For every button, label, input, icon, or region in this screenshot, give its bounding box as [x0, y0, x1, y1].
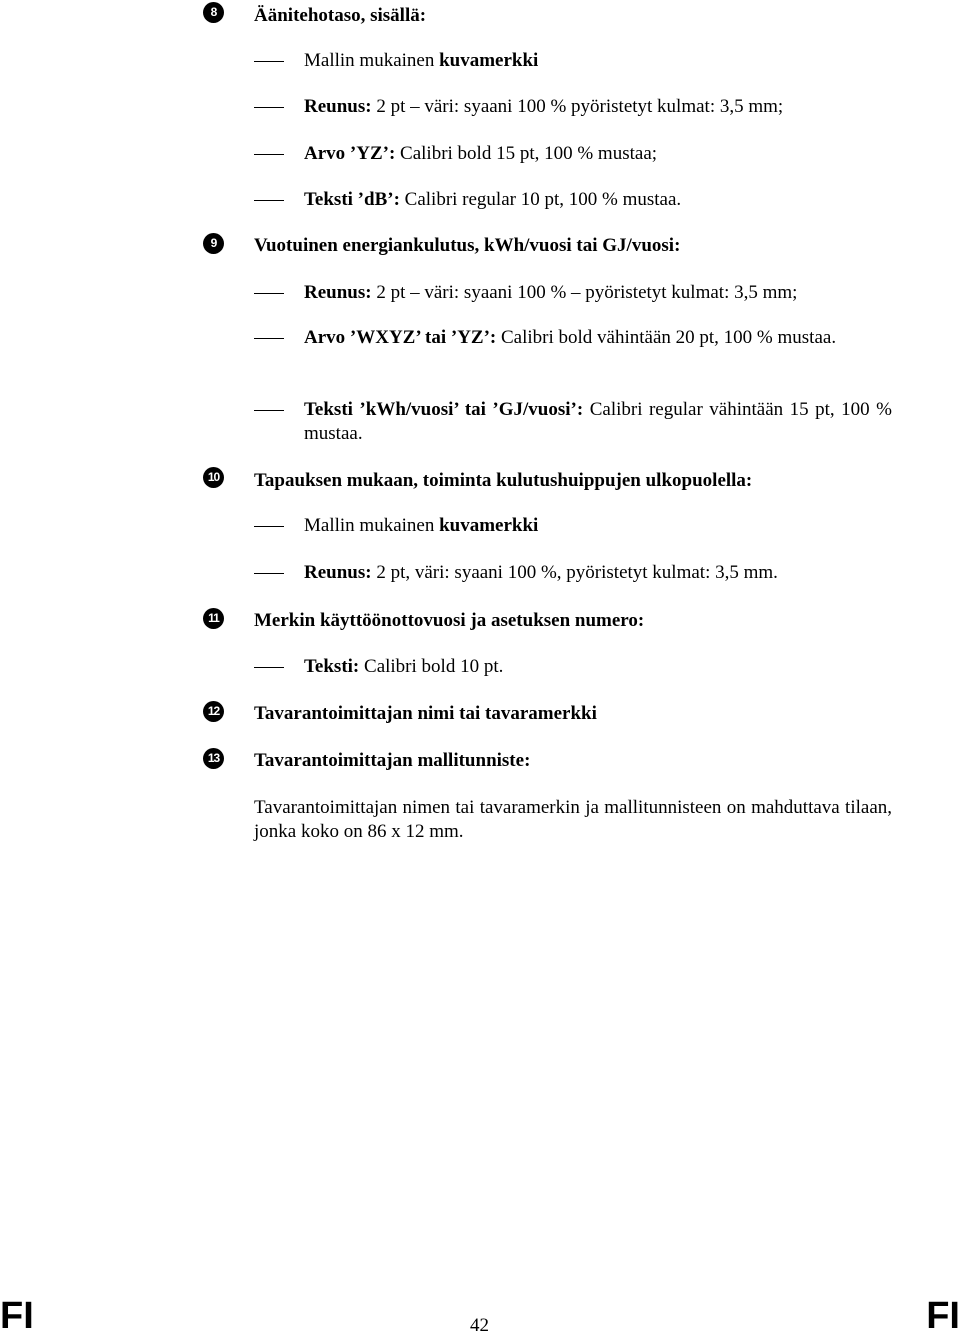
list-item [254, 281, 892, 305]
item-bold-label: Reunus: [304, 96, 372, 117]
section-heading: Tapauksen mukaan, toiminta kulutushuippujen ulkopuolella: [254, 470, 753, 491]
item-text: 2 pt – väri: syaani 100 % – pyöristetyt kulmat: 3,5 mm; [371, 282, 798, 303]
section-number-badge: 9 [203, 233, 224, 254]
item-bold-label: Reunus: [304, 282, 372, 303]
section-heading: Tavarantoimittajan nimi tai tavaramerkki [254, 703, 597, 724]
item-text: 2 pt, väri: syaani 100 %, pyöristetyt kulmat: 3,5 mm. [371, 562, 778, 583]
item-text: Calibri regular vähintään 15 pt, 100 % mustaa. [304, 399, 892, 444]
list-item [254, 655, 892, 679]
item-bold-label: Teksti ’dB’: [304, 189, 400, 210]
section-number-badge: 8 [203, 2, 224, 23]
section-number-badge: 13 [203, 748, 224, 769]
item-text: Calibri bold vähintään 20 pt, 100 % mustaa. [496, 327, 837, 348]
item-text: Calibri bold 15 pt, 100 % mustaa; [395, 143, 658, 164]
item-bold-label: Reunus: [304, 562, 372, 583]
item-bold-label: Arvo ’WXYZ’ tai ’YZ’: [304, 327, 497, 348]
item-text: 2 pt – väri: syaani 100 % pyöristetyt kulmat: 3,5 mm; [371, 96, 784, 117]
item-text: Mallin mukainen [304, 50, 440, 71]
footer-language-right: FI [926, 1295, 960, 1337]
item-text: Calibri bold 10 pt. [359, 656, 504, 677]
item-bold-text: kuvamerkki [439, 50, 539, 71]
item-bold-label: Teksti: [304, 656, 360, 677]
section-heading: Äänitehotaso, sisällä: [254, 5, 427, 26]
list-item [254, 326, 892, 350]
item-text: Calibri regular 10 pt, 100 % mustaa. [399, 189, 682, 210]
item-bold-label: Arvo ’YZ’: [304, 143, 396, 164]
item-bold-text: kuvamerkki [439, 515, 539, 536]
list-item [254, 95, 892, 119]
list-item [254, 398, 892, 446]
item-text: Mallin mukainen [304, 515, 440, 536]
section-number-badge: 11 [203, 608, 224, 629]
list-item [254, 514, 892, 538]
section-number-badge: 10 [203, 467, 224, 488]
section-number-badge: 12 [203, 701, 224, 722]
section-heading: Tavarantoimittajan mallitunniste: [254, 750, 531, 771]
page-number: 42 [470, 1315, 489, 1336]
list-item [254, 188, 892, 212]
item-bold-label: Teksti ’kWh/vuosi’ tai ’GJ/vuosi’: [304, 399, 584, 420]
footer-language-left: FI [0, 1295, 34, 1337]
closing-paragraph: Tavarantoimittajan nimen tai tavaramerkin ja mallitunnisteen on mahduttava tilaan, jonka koko on 86 x 12 mm. [254, 797, 892, 842]
section-heading: Merkin käyttöönottovuosi ja asetuksen numero: [254, 610, 645, 631]
list-item [254, 561, 892, 585]
list-item [254, 142, 892, 166]
list-item [254, 49, 892, 73]
section-heading: Vuotuinen energiankulutus, kWh/vuosi tai GJ/vuosi: [254, 235, 681, 256]
